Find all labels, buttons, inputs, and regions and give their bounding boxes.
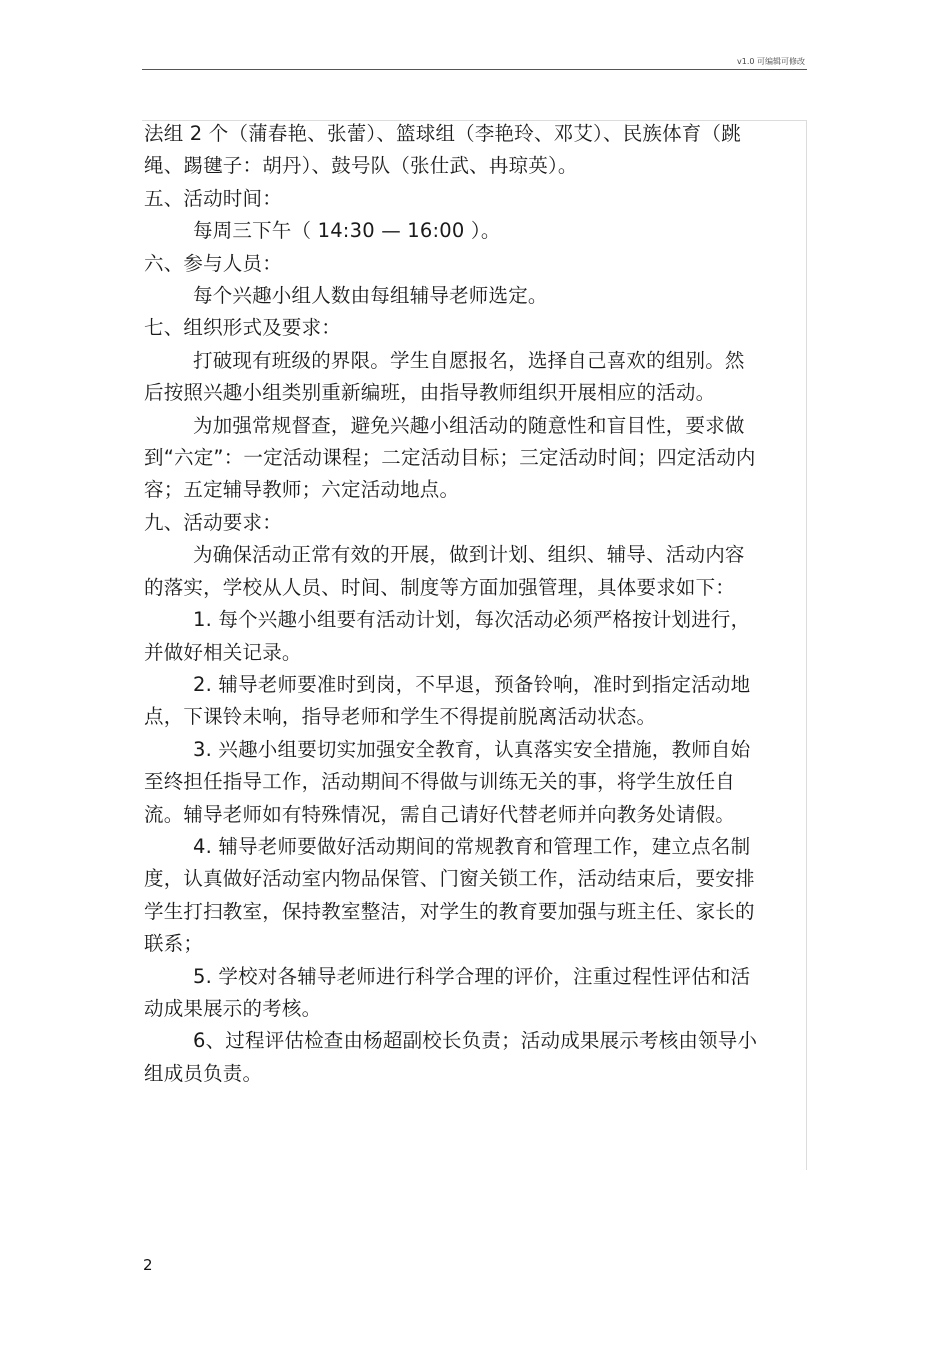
paragraph-six-fixed: 为加强常规督查，避免兴趣小组活动的随意性和盲目性，要求做到“六定”：一定活动课程；二定活动目标；三定活动时间；四定活动内容；五定辅导教师；六定活动地点。 <box>144 413 756 502</box>
requirement-item-3: 3. 兴趣小组要切实加强安全教育，认真落实安全措施，教师自始至终担任指导工作，活动期间不得做与训练无关的事，将学生放任自流。辅导老师如有特殊情况，需自己请好代替老师并向教务处请假。 <box>144 737 751 826</box>
section-heading-organization: 七、组织形式及要求： <box>144 316 342 340</box>
section-heading-time: 五、活动时间： <box>144 186 282 210</box>
requirement-item-5: 5. 学校对各辅导老师进行科学合理的评价，注重过程性评估和活动成果展示的考核。 <box>144 964 751 1020</box>
version-tag: v1.0 可编辑可修改 <box>737 57 805 66</box>
requirement-item-4: 4. 辅导老师要做好活动期间的常规教育和管理工作，建立点名制度，认真做好活动室内物品保管、门窗关锁工作，活动结束后，要安排学生打扫教室，保持教室整洁，对学生的教育要加强与班主任、家长的联系； <box>144 834 755 956</box>
paragraph-organization: 打破现有班级的界限。学生自愿报名，选择自己喜欢的组别。然后按照兴趣小组类别重新编班，由指导教师组织开展相应的活动。 <box>144 348 745 405</box>
requirement-item-6: 6、过程评估检查由杨超副校长负责；活动成果展示考核由领导小组成员负责。 <box>144 1029 758 1085</box>
paragraph-participants: 每个兴趣小组人数由每组辅导老师选定。 <box>193 284 548 308</box>
document-body <box>144 118 764 1090</box>
page-number: 2 <box>143 1256 153 1274</box>
requirement-item-1: 1. 每个兴趣小组要有活动计划，每次活动必须严格按计划进行，并做好相关记录。 <box>144 608 751 664</box>
paragraph-requirements-intro: 为确保活动正常有效的开展，做到计划、组织、辅导、活动内容的落实，学校从人员、时间、制度等方面加强管理，具体要求如下： <box>144 543 745 599</box>
paragraph-0: 法组 2 个（蒲春艳、张蕾）、篮球组（李艳玲、邓艾）、民族体育（跳绳、踢毽子：胡丹）、鼓号队（张仕武、冉琼英）。 <box>144 122 741 178</box>
requirement-item-2: 2. 辅导老师要准时到岗，不早退，预备铃响，准时到指定活动地点，下课铃未响，指导老师和学生不得提前脱离活动状态。 <box>144 672 751 729</box>
header-rule <box>142 69 807 70</box>
section-heading-participants: 六、参与人员： <box>144 251 282 275</box>
section-heading-requirements: 九、活动要求： <box>144 510 282 534</box>
paragraph-time: 每周三下午（ 14:30 — 16:00 ）。 <box>193 219 501 243</box>
